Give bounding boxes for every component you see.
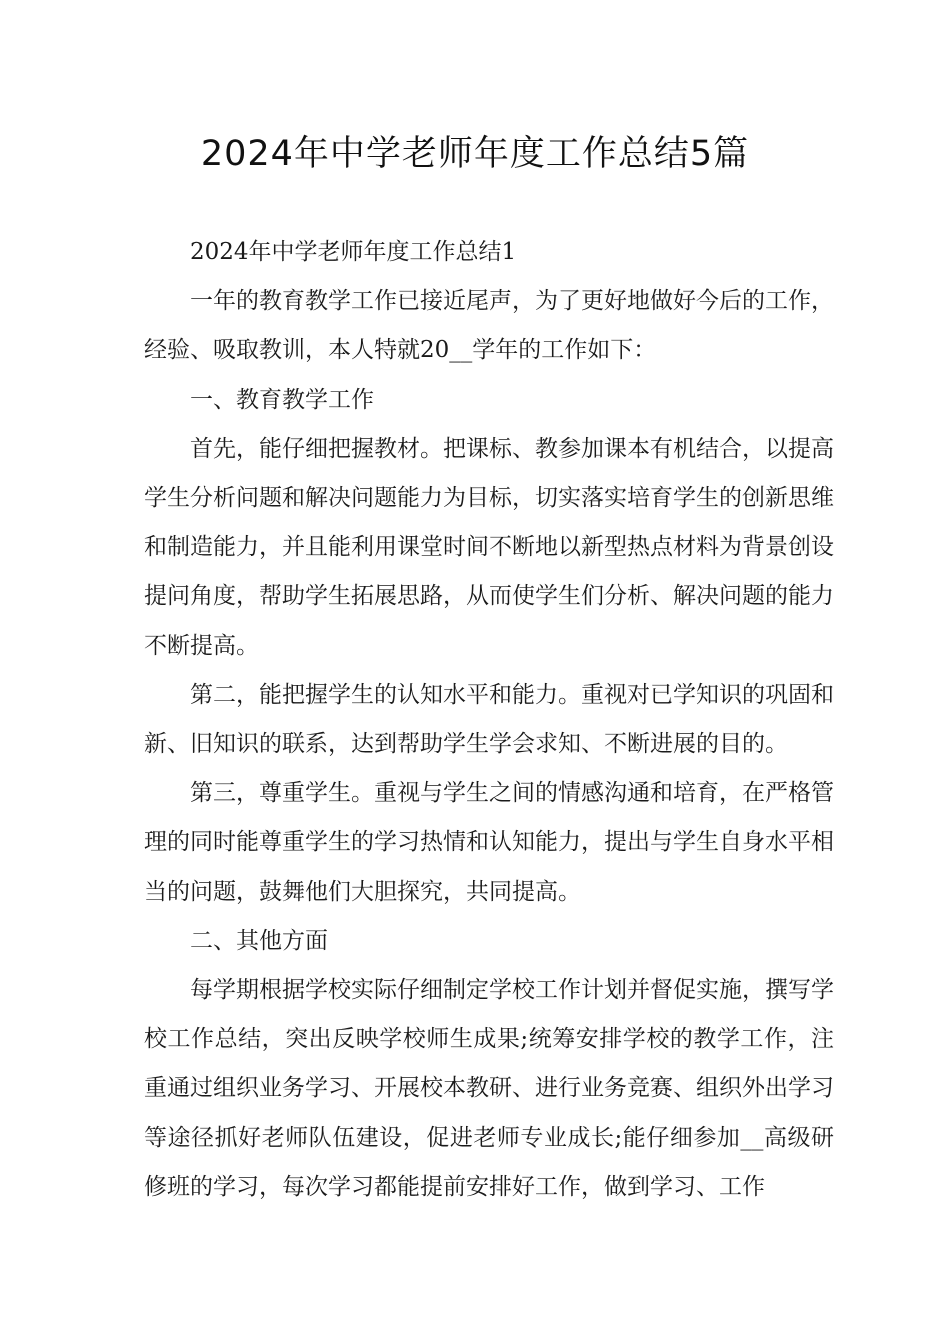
document-title: 2024年中学老师年度工作总结5篇 bbox=[200, 134, 750, 174]
section-heading: 二、其他方面 bbox=[190, 927, 328, 954]
body-paragraph: 第二，能把握学生的认知水平和能力。重视对已学知识的巩固和新、旧知识的联系，达到帮助学生学会求知、不断进展的目的。 bbox=[144, 681, 834, 758]
body-paragraph: 一年的教育教学工作已接近尾声，为了更好地做好今后的工作，经验、吸取教训，本人特就20__学年的工作如下： bbox=[144, 288, 834, 364]
section-heading: 2024年中学老师年度工作总结1 bbox=[190, 239, 517, 265]
body-paragraph: 每学期根据学校实际仔细制定学校工作计划并督促实施，撰写学校工作总结，突出反映学校师生成果;统筹安排学校的教学工作，注重通过组织业务学习、开展校本教研、进行业务竞赛、组织外出学习等途径抓好老师队伍建设，促进老师专业成长;能仔细参加__高级研修班的学习，每次学习都能提前安排好工作，做到学习、工作 bbox=[144, 977, 834, 1200]
section-heading: 一、教育教学工作 bbox=[190, 386, 374, 413]
body-paragraph: 第三，尊重学生。重视与学生之间的情感沟通和培育，在严格管理的同时能尊重学生的学习热情和认知能力，提出与学生自身水平相当的问题，鼓舞他们大胆探究，共同提高。 bbox=[144, 780, 834, 905]
document-body bbox=[144, 228, 834, 1212]
body-paragraph: 首先，能仔细把握教材。把课标、教参加课本有机结合，以提高学生分析问题和解决问题能力为目标，切实落实培育学生的创新思维和制造能力，并且能利用课堂时间不断地以新型热点材料为背景创设提问角度，帮助学生拓展思路，从而使学生们分析、解决问题的能力不断提高。 bbox=[144, 435, 834, 659]
